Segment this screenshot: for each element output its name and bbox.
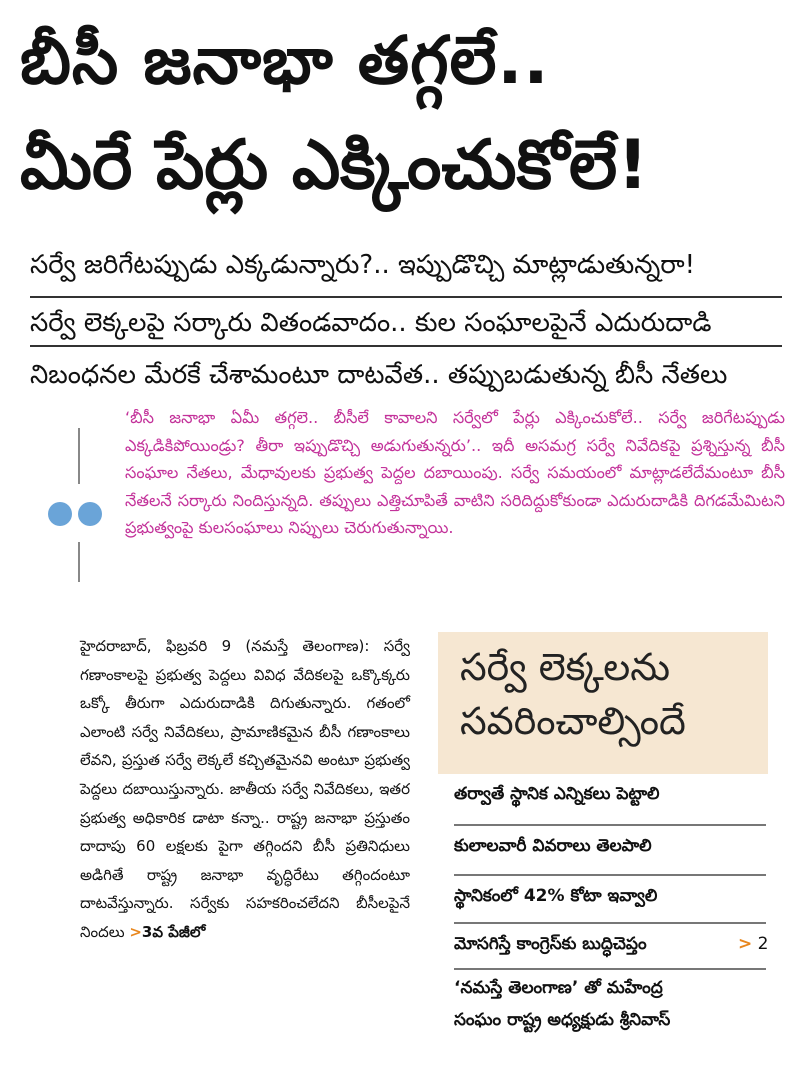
subheadline-2: సర్వే లెక్కలపై సర్కారు వితండవాదం.. కుల సంఘాలపైనే ఎదురుదాడి [30, 308, 712, 338]
sidebar-item: మోసగిస్తే కాంగ్రెస్‌కు బుద్ధిచెప్తం [454, 934, 647, 954]
quote-text: ‘బీసీ జనాభా ఏమీ తగ్గలె.. బీసీలే కావాలని సర్వేలో పేర్లు ఎక్కించుకోలే.. సర్వే జరిగేటప్పుడు ఎక్కడికిపోయిండ్రు? తీరా ఇప్పుడొచ్చి అడుగుతున్నరు’.. ఇదీ అసమగ్ర సర్వే నివేదికపై ప్రశ్నిస్తున్న బీసీ సంఘాల నేతలు, మేధావులకు ప్రభుత్వ పెద్దల దబాయింపు. సర్వే సమయంలో మాట్లాడలేదేమంటూ బీసీ నేతలనే సర్కారు నిందిస్తున్నది. తప్పులు ఎత్తిచూపితే వాటిని సరిదిద్దుకోకుండా ఎదురుదాడికి దిగడమేమిటని ప్రభుత్వంపై కులసంఘాలు నిప్పులు చెరుగుతున్నాయి. [125, 408, 785, 538]
sidebar-item: ‘నమస్తే తెలంగాణ’ తో మహేంద్ర [454, 978, 663, 998]
sidebar-item: తర్వాతే స్థానిక ఎన్నికలు పెట్టాలి [454, 784, 660, 804]
sidebar-title-line-2: సవరించాల్సిందే [460, 699, 686, 743]
sidebar-item: సంఘం రాష్ట్ర అధ్యక్షుడు శ్రీనివాస్ [454, 1010, 671, 1030]
subheadline-3: నిబంధనల మేరకే చేశామంటూ దాటవేత.. తప్పుబడుతున్న బీసీ నేతలు [30, 360, 728, 390]
divider [30, 296, 782, 298]
quote-rule [78, 542, 80, 582]
arrow-icon: > [129, 922, 142, 941]
arrow-icon: > [738, 934, 753, 954]
sidebar-title [460, 640, 770, 748]
divider [454, 968, 766, 970]
article-text: హైదరాబాద్, ఫిబ్రవరి 9 (నమస్తే తెలంగాణ): సర్వే గణాంకాలపై ప్రభుత్వ పెద్దలు వివిధ వేదికలపై ఒక్కొక్కరు ఒక్కో తీరుగా ఎదురుదాడికి దిగుతున్నారు. గతంలో ఎలాంటి సర్వే నివేదికలు, ప్రామాణికమైన బీసీ గణాంకాలు లేవని, ప్రస్తుత సర్వే లెక్కలే కచ్చితమైనవి అంటూ ప్రభుత్వ పెద్దలు దబాయిస్తున్నారు. జాతీయ సర్వే నివేదికలు, ఇతర ప్రభుత్వ అధికారిక డాటా కన్నా.. రాష్ట్ర జనాభా ప్రస్తుతం దాదాపు 60 లక్షలకు పైగా తగ్గిందని బీసీ ప్రతినిధులు అడిగితే రాష్ట్ర జనాభా వృద్ధిరేటు తగ్గిందంటూ దాటవేస్తున్నారు. సర్వేకు సహకరించలేదని బీసీలపైనే నిందలు [80, 637, 410, 941]
quote-mark-icon [48, 502, 72, 526]
article-body [80, 632, 410, 947]
sidebar-item: స్థానికంలో 42% కోటా ఇవ్వాలి [454, 886, 658, 906]
subheadline-1: సర్వే జరిగేటప్పుడు ఎక్కడున్నారు?.. ఇప్పుడొచ్చి మాట్లాడుతున్నరా! [30, 250, 696, 280]
divider [454, 824, 766, 826]
sidebar-box [438, 632, 783, 1030]
continued-link[interactable]: 3వ పేజీలో [141, 922, 206, 941]
divider [454, 922, 766, 924]
quote-rule [78, 428, 80, 484]
divider [30, 345, 782, 347]
pull-quote [40, 402, 785, 622]
page-number: 2 [757, 934, 769, 954]
page-reference[interactable] [738, 934, 768, 954]
divider [454, 874, 766, 876]
headline-line-2: మీరే పేర్లు ఎక్కించుకోలే! [20, 126, 649, 205]
headline-line-1: బీసీ జనాభా తగ్గలే.. [20, 22, 550, 99]
sidebar-item: కులాలవారీ వివరాలు తెలపాలి [454, 836, 652, 856]
quote-mark-icon [78, 502, 102, 526]
sidebar-title-line-1: సర్వే లెక్కలను [460, 645, 671, 689]
